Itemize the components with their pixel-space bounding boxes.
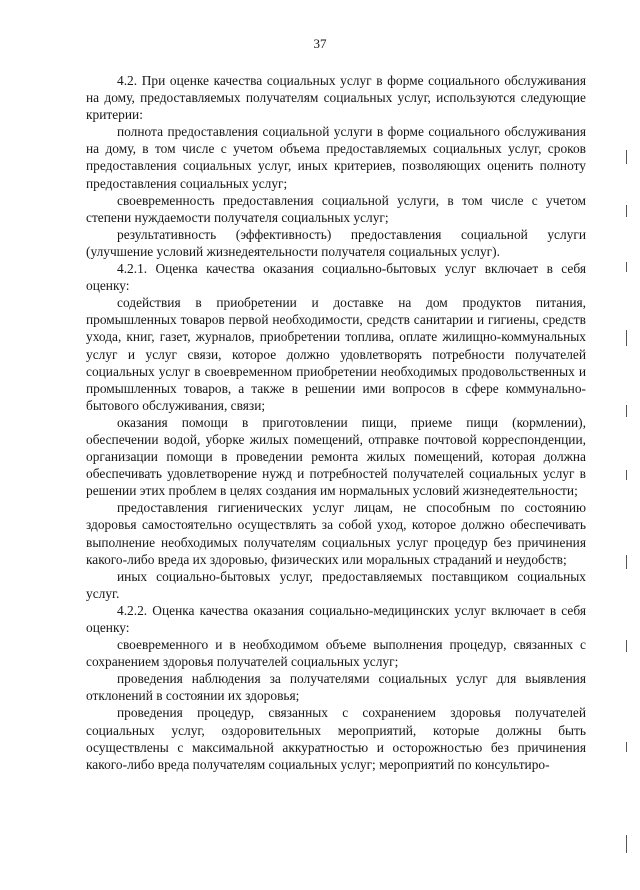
scan-edge-mark [626,205,627,217]
paragraph-assistance-cooking: оказания помощи в приготовлении пищи, приеме пищи (кормлении), обеспечении водой, уборке жилых помещений, отправке почтовой корреспонденции, организации помощи в проведении ремонта жилых помещений, которая должна обеспечивать удовлетворение нужд и потребностей получателей социальных услуг в решении этих проблем в целях создания им нормальных условий жизнедеятельности; [86,414,586,499]
scan-edge-mark [626,150,627,164]
scan-edge-mark [626,405,627,417]
paragraph-assistance-purchasing: содействия в приобретении и доставке на дом продуктов питания, промышленных товаров первой необходимости, средств санитарии и гигиены, средств ухода, книг, газет, журналов, приобретении топлива, оплате жилищно-коммунальных услуг и услуг связи, которое должно удовлетворять потребности получателей социальных услуг в своевременном приобретении необходимых продовольственных и промышленных товаров, а также в решении ими вопросов в сфере коммунально-бытового обслуживания, связи; [86,295,586,413]
paragraph-criterion-effectiveness: результативность (эффективность) предоставления социальной услуги (улучшение условий жизнедеятельности получателя социальных услуг). [86,226,586,259]
scan-edge-mark [626,555,627,569]
paragraph-health-procedures: проведения процедур, связанных с сохранением здоровья получателей социальных услуг, оздоровительных мероприятий, которые должны быть осуществлены с максимальной аккуратностью и осторожностью без причинения какого-либо вреда получателям социальных услуг; мероприятий по консультиро- [86,705,586,772]
scan-edge-mark [626,330,627,346]
paragraph-timely-procedures: своевременного и в необходимом объеме выполнения процедур, связанных с сохранением здоровья получателей социальных услуг; [86,637,586,670]
paragraph-health-monitoring: проведения наблюдения за получателями социальных услуг для выявления отклонений в состоянии их здоровья; [86,671,586,704]
paragraph-criterion-timeliness: своевременность предоставления социальной услуги, в том числе с учетом степени нуждаемости получателя социальных услуг; [86,192,586,225]
paragraph-4-2-1: 4.2.1. Оценка качества оказания социально-бытовых услуг включает в себя оценку: [86,261,586,294]
scan-edge-mark [626,742,627,752]
scan-edge-mark [626,262,627,272]
scan-edge-mark [626,640,627,652]
scan-edge-mark [626,835,627,853]
scan-edge-mark [626,470,627,480]
paragraph-4-2: 4.2. При оценке качества социальных услуг в форме социального обслуживания на дому, предоставляемых получателям социальных услуг, используются следующие критерии: [86,73,586,123]
document-body [86,72,586,773]
paragraph-hygiene-services: предоставления гигиенических услуг лицам, не способным по состоянию здоровья самостоятельно осуществлять за собой уход, которое должно обеспечивать выполнение необходимых получателям социальных услуг процедур без причинения какого-либо вреда их здоровью, физических или моральных страданий и неудобств; [86,500,586,567]
page-number: 37 [313,36,327,51]
paragraph-4-2-2: 4.2.2. Оценка качества оказания социально-медицинских услуг включает в себя оценку: [86,602,586,635]
paragraph-criterion-completeness: полнота предоставления социальной услуги в форме социального обслуживания на дому, в том числе с учетом объема предоставляемых социальных услуг, сроков предоставления социальных услуг, иных критериев, позволяющих оценить полноту предоставления социальных услуг; [86,124,586,191]
paragraph-other-services: иных социально-бытовых услуг, предоставляемых поставщиком социальных услуг. [86,568,586,601]
